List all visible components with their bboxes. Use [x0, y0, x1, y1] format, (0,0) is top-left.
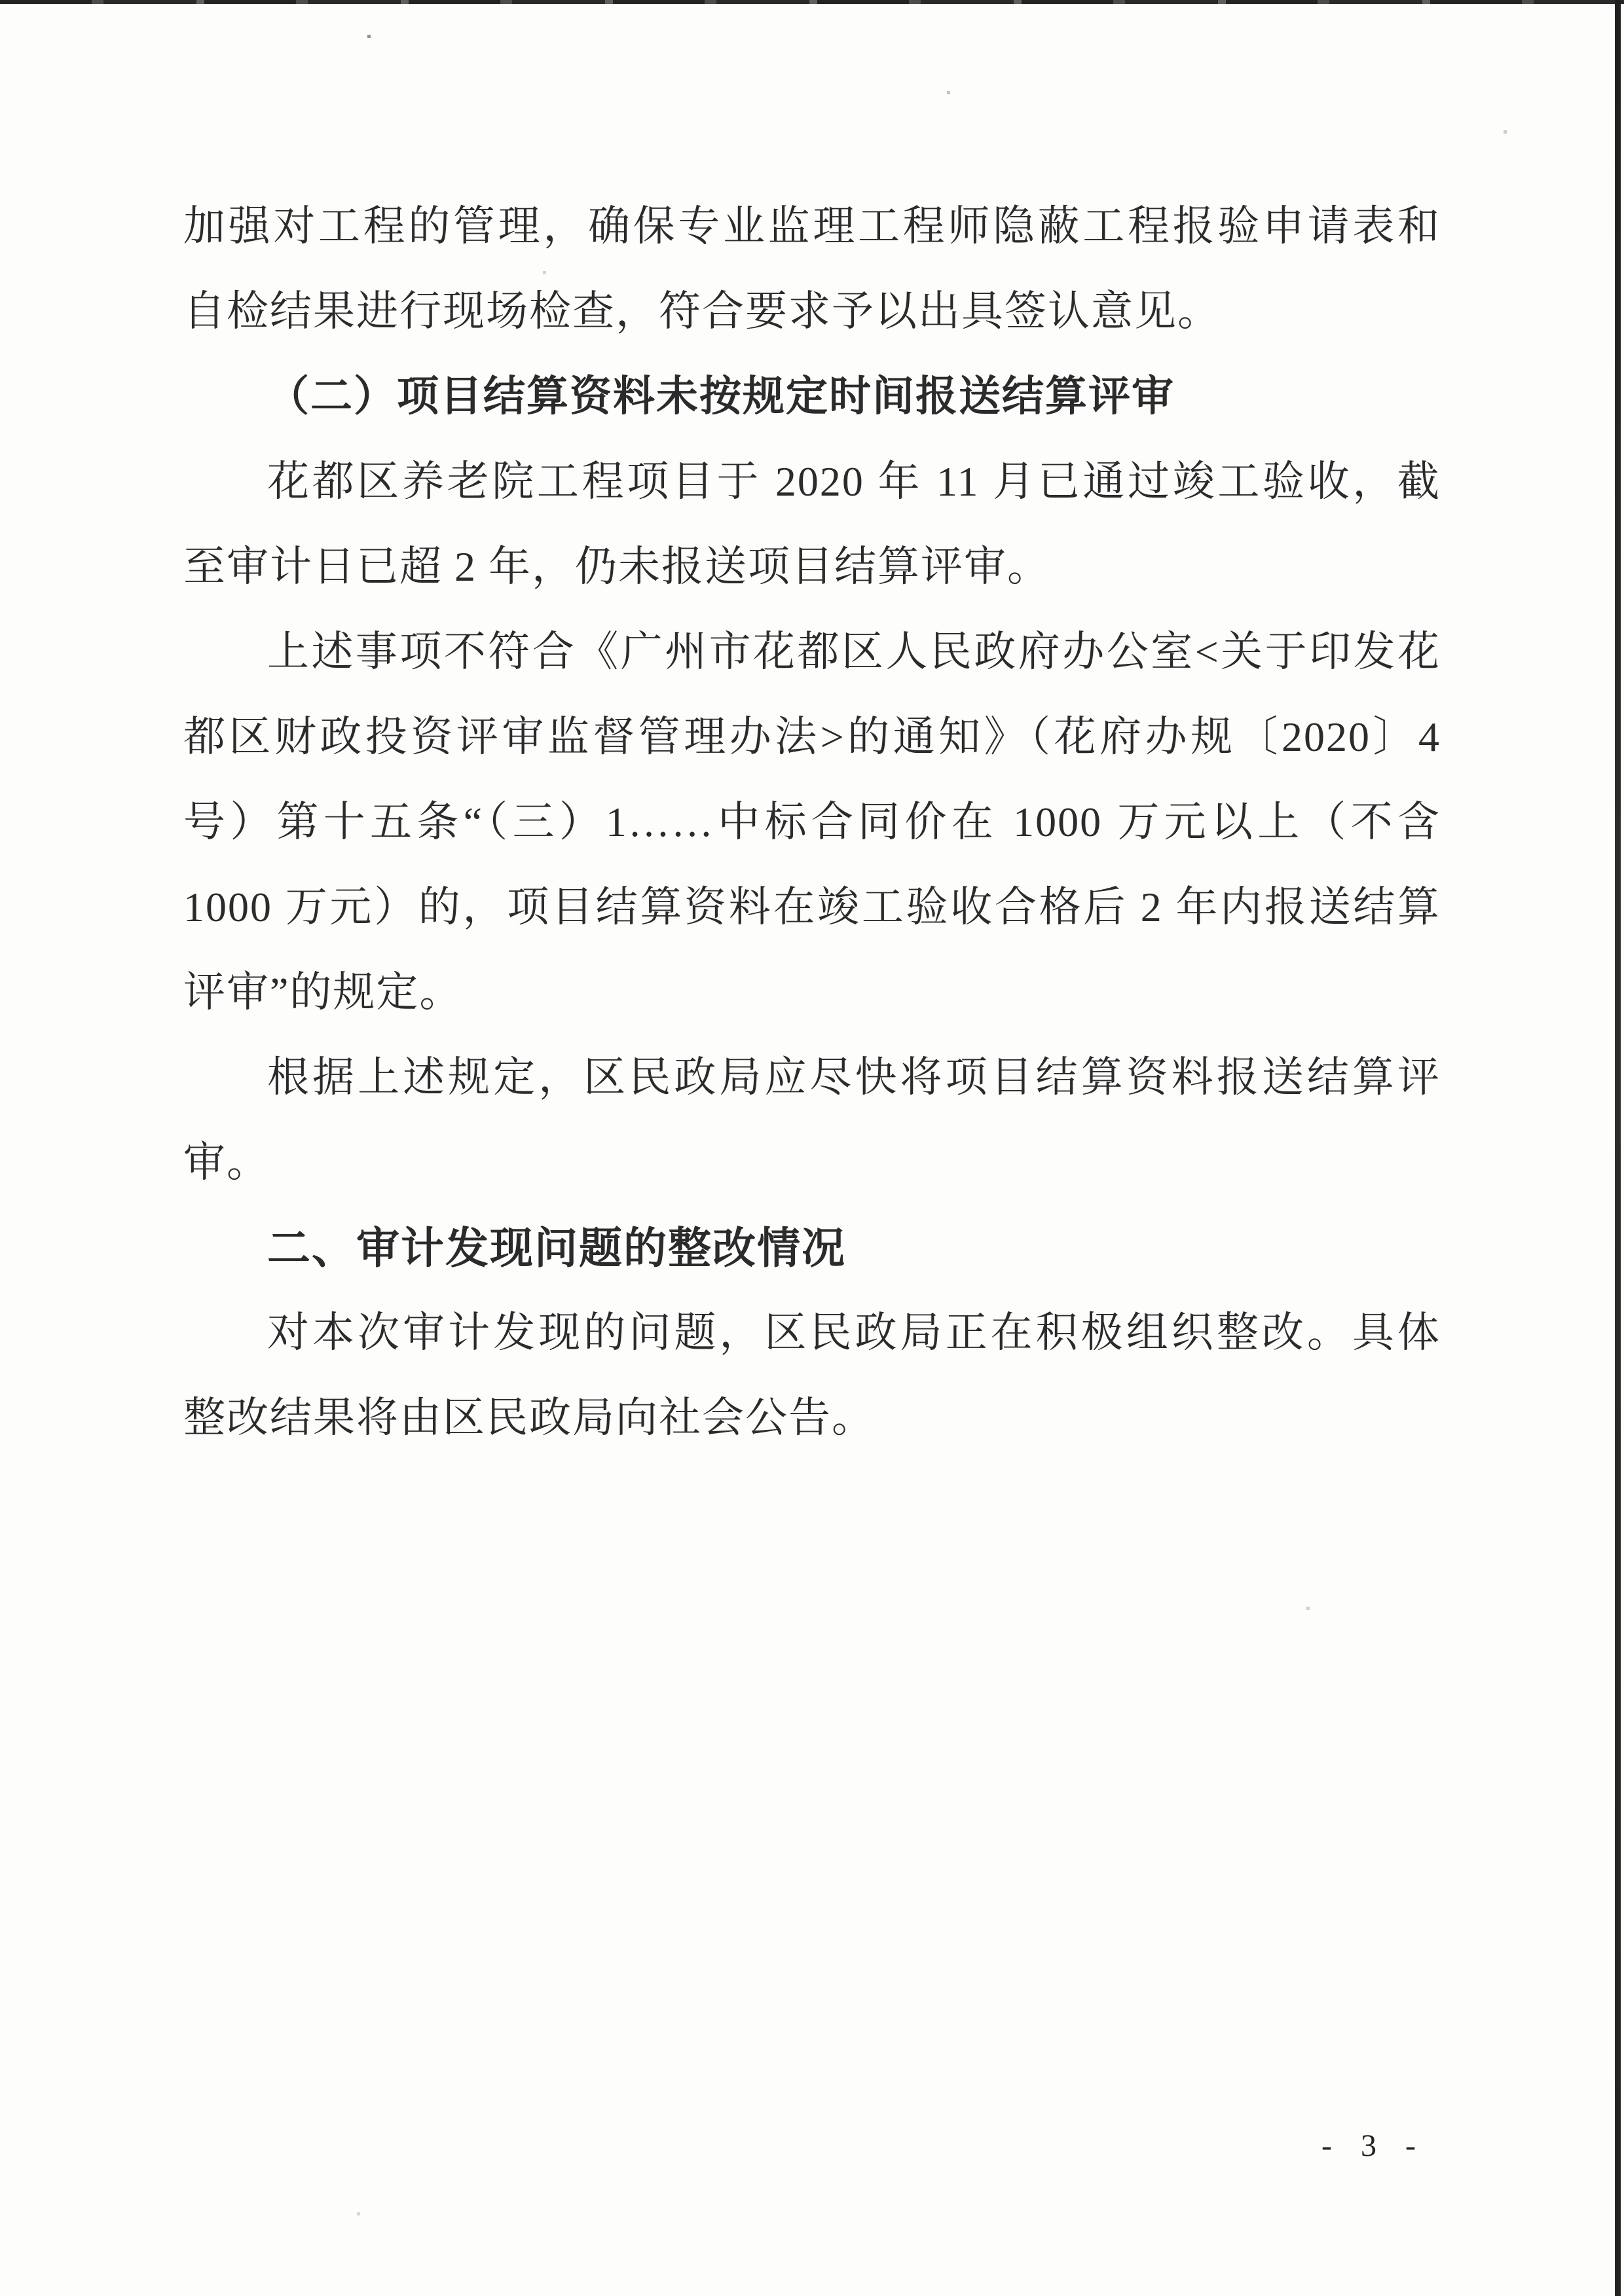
scan-noise-specks — [0, 0, 2, 2]
body-line: 对本次审计发现的问题，区民政局正在积极组织整改。具体 — [267, 1309, 1441, 1356]
body-line: 都区财政投资评审监督管理办法>的通知》（花府办规〔2020〕4 — [183, 714, 1441, 760]
page-number: - 3 - — [1321, 2128, 1426, 2163]
body-line: 整改结果将由区民政局向社会公告。 — [183, 1394, 875, 1441]
scan-artifact-top-edge — [0, 0, 1624, 4]
subsection-heading: （二）项目结算资料未按规定时间报送结算评审 — [267, 373, 1175, 420]
body-line: 评审”的规定。 — [183, 969, 463, 1015]
body-line: 花都区养老院工程项目于 2020 年 11 月已通过竣工验收，截 — [267, 458, 1441, 505]
scan-artifact-right-edge — [1615, 0, 1621, 2296]
body-line: 加强对工程的管理，确保专业监理工程师隐蔽工程报验申请表和 — [183, 203, 1441, 249]
body-line: 自检结果进行现场检查，符合要求予以出具签认意见。 — [183, 288, 1221, 335]
body-line: 至审计日已超 2 年，仍未报送项目结算评审。 — [183, 543, 1050, 590]
document-body — [183, 184, 1441, 1461]
body-line: 上述事项不符合《广州市花都区人民政府办公室<关于印发花 — [267, 629, 1441, 675]
section-heading: 二、审计发现问题的整改情况 — [267, 1224, 846, 1272]
body-line: 根据上述规定，区民政局应尽快将项目结算资料报送结算评 — [267, 1054, 1441, 1101]
body-line: 号）第十五条“（三）1……中标合同价在 1000 万元以上（不含 — [183, 799, 1441, 845]
body-line: 审。 — [183, 1139, 270, 1186]
body-line: 1000 万元）的，项目结算资料在竣工验收合格后 2 年内报送结算 — [183, 884, 1441, 930]
